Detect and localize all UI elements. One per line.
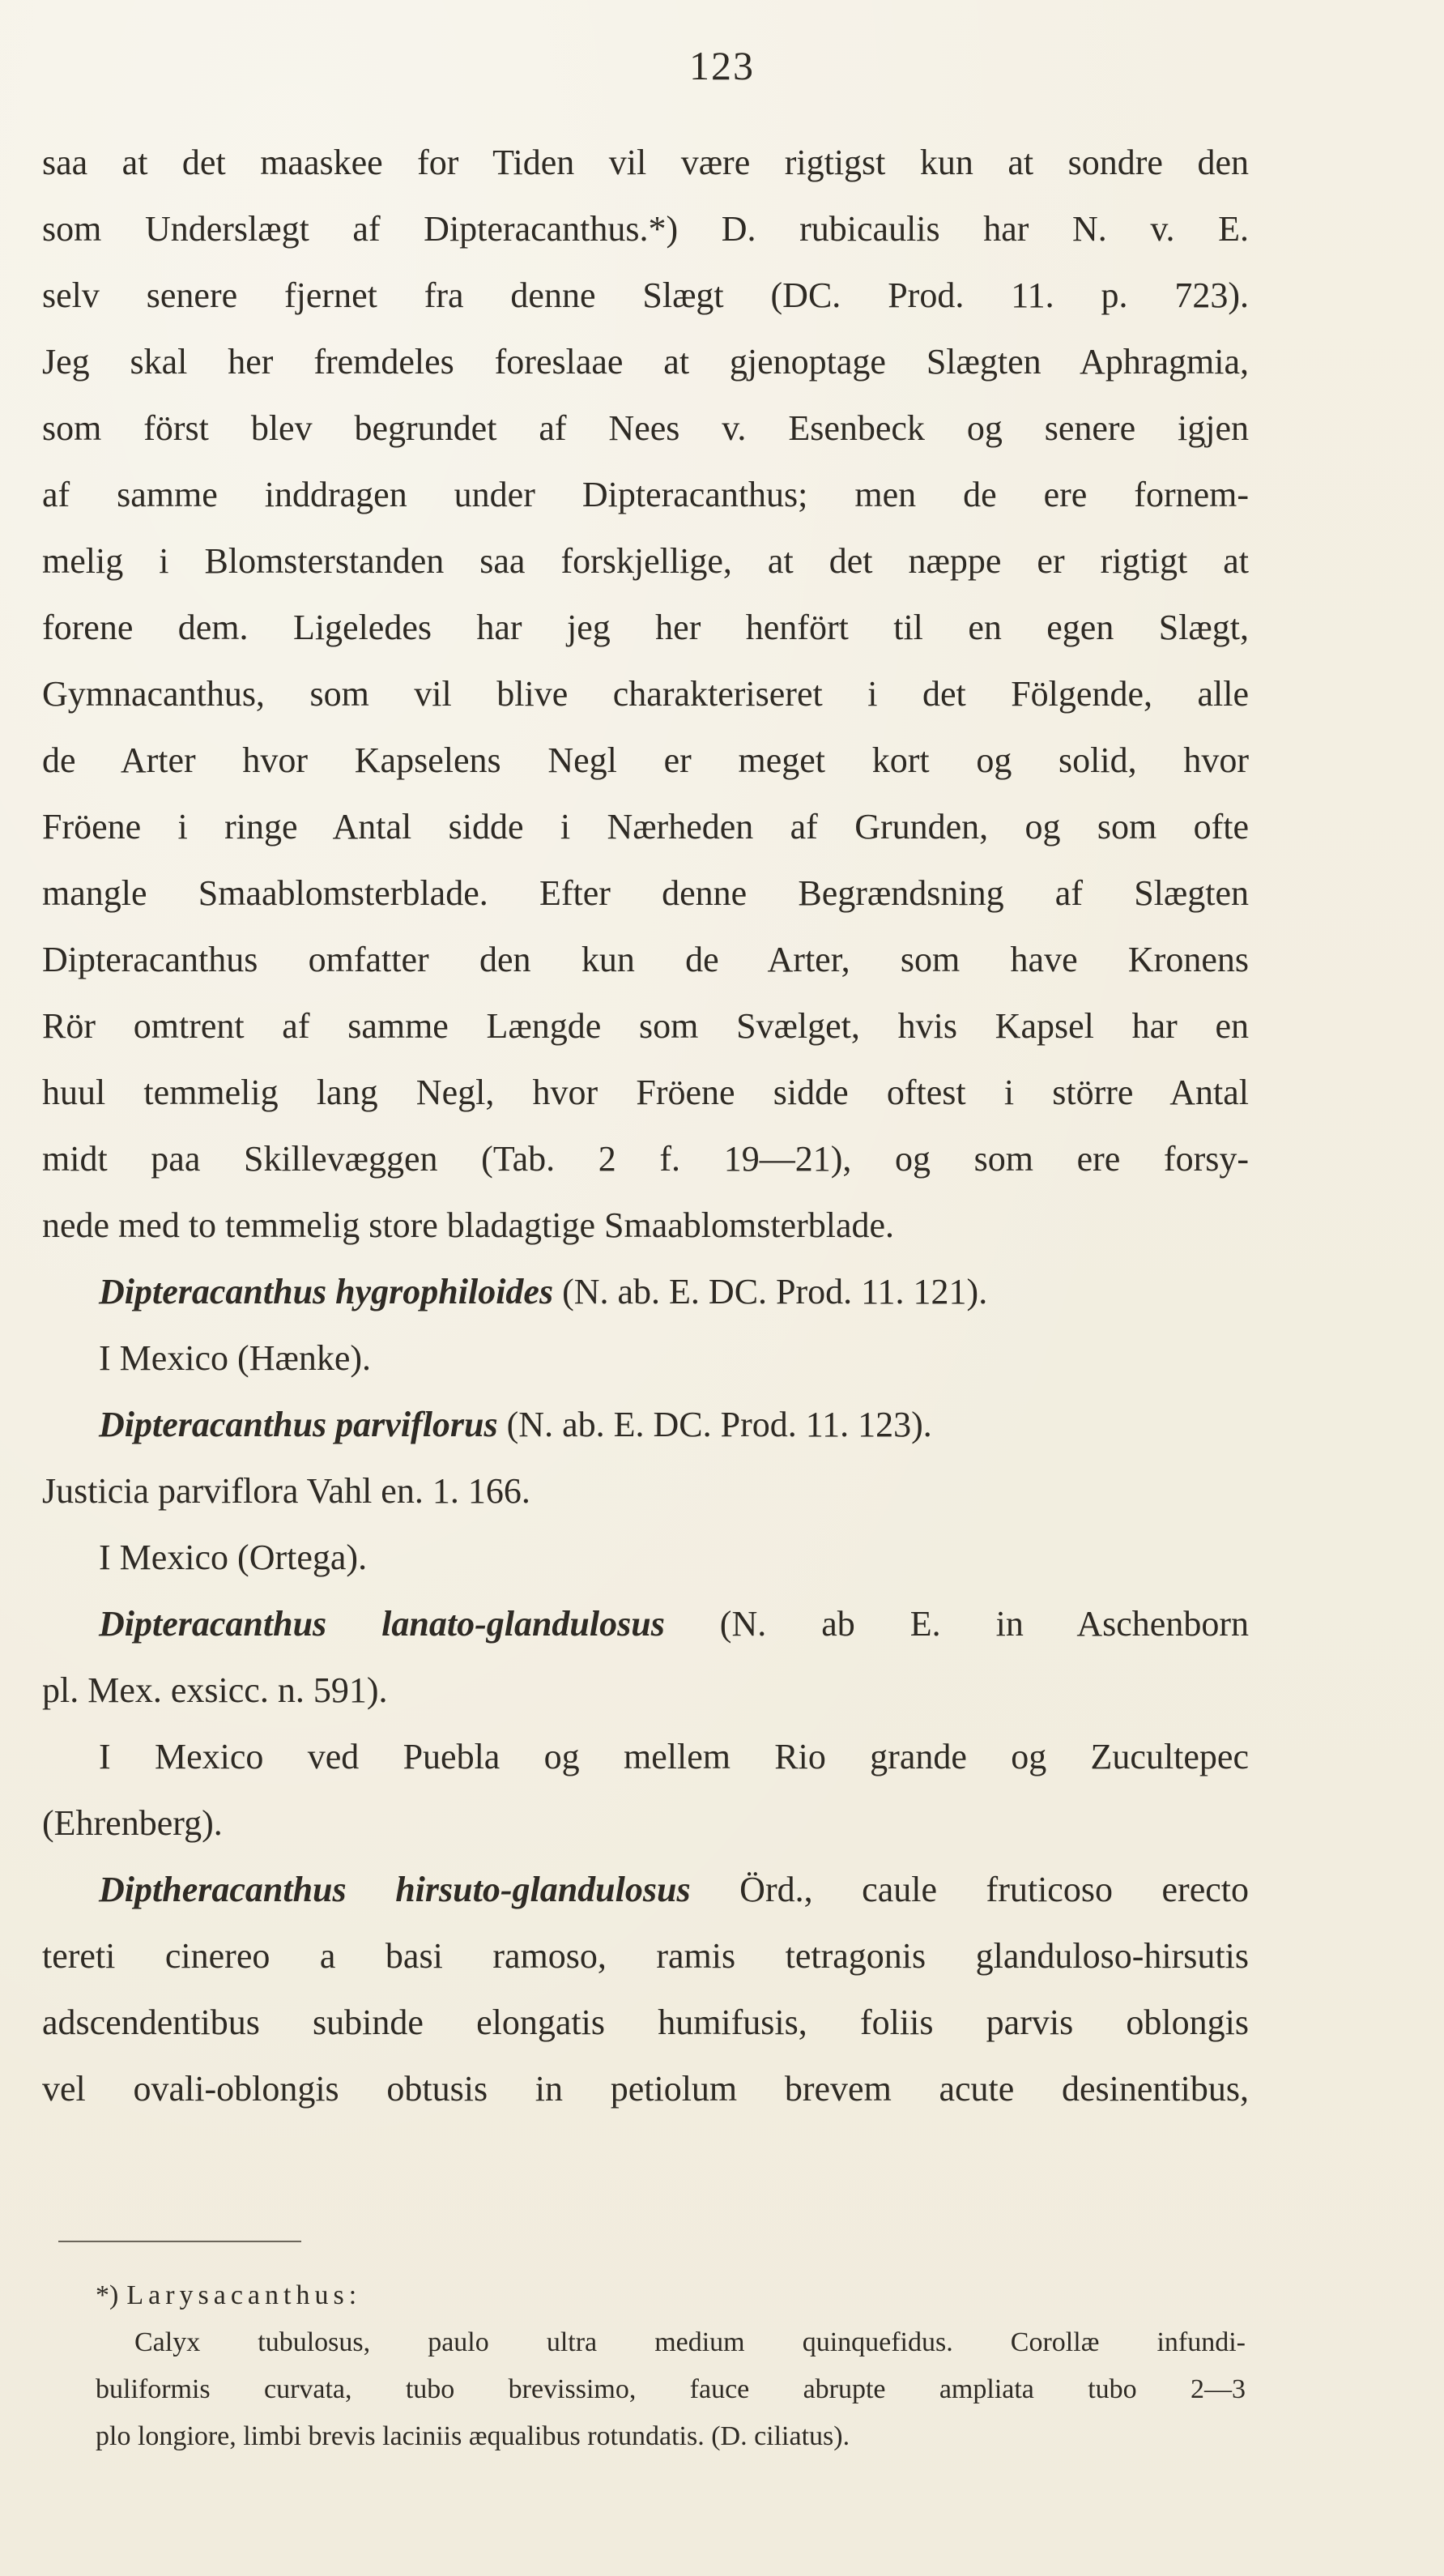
species-citation-continued: pl. Mex. exsicc. n. 591).	[42, 1670, 388, 1710]
species-name: Dipteracanthus lanato-glandulosus	[99, 1604, 665, 1644]
text-line: Jeg skal her fremdeles foreslaae at gjenoptage Slægten Aphragmia,	[42, 342, 1249, 382]
text-line: som Underslægt af Dipteracanthus.*) D. rubicaulis har N. v. E.	[42, 209, 1249, 249]
species-name: Dipteracanthus parviflorus	[99, 1405, 498, 1444]
text-line: selv senere fjernet fra denne Slægt (DC. Prod. 11. p. 723).	[42, 275, 1249, 315]
text-line: Rör omtrent af samme Længde som Svælget, hvis Kapsel har en	[42, 1006, 1249, 1046]
species-locality: I Mexico ved Puebla og mellem Rio grande og Zucultepec	[99, 1737, 1249, 1776]
text-line: Gymnacanthus, som vil blive charakteriseret i det Fölgende, alle	[42, 674, 1249, 714]
footnote-divider	[58, 2241, 301, 2242]
species-entry	[42, 1857, 1249, 2122]
species-description: Örd., caule fruticoso erecto	[690, 1870, 1249, 1909]
footnote	[96, 2272, 1246, 2460]
text-line: forene dem. Ligeledes har jeg her henfört til en egen Slægt,	[42, 608, 1249, 647]
footnote-line: plo longiore, limbi brevis laciniis æqualibus rotundatis. (D. ciliatus).	[96, 2421, 850, 2451]
species-citation: (N. ab. E. DC. Prod. 11. 121).	[553, 1272, 988, 1311]
footnote-line: Calyx tubulosus, paulo ultra medium quinquefidus. Corollæ infundi-	[134, 2327, 1246, 2357]
species-citation: (N. ab E. in Aschenborn	[664, 1604, 1249, 1644]
species-locality: I Mexico (Ortega).	[99, 1537, 368, 1577]
text-line: midt paa Skillevæggen (Tab. 2 f. 19—21), og som ere forsy-	[42, 1139, 1249, 1179]
species-heading	[42, 1591, 1249, 1657]
species-heading	[42, 1857, 1249, 1923]
text-line: huul temmelig lang Negl, hvor Fröene sidde oftest i större Antal	[42, 1073, 1249, 1112]
text-line: af samme inddragen under Dipteracanthus; men de ere fornem-	[42, 475, 1249, 514]
text-line: melig i Blomsterstanden saa forskjellige, at det næppe er rigtigt at	[42, 541, 1249, 581]
species-heading	[42, 1259, 1249, 1325]
species-name: Dipteracanthus hygrophiloides	[99, 1272, 554, 1311]
main-text	[42, 130, 1249, 2122]
species-entry	[42, 1392, 1249, 1591]
species-citation: (N. ab. E. DC. Prod. 11. 123).	[497, 1405, 932, 1444]
footnote-title-line	[96, 2272, 1246, 2319]
footnote-line: buliformis curvata, tubo brevissimo, fauce abrupte ampliata tubo 2—3	[96, 2374, 1246, 2404]
text-line: Fröene i ringe Antal sidde i Nærheden af Grunden, og som ofte	[42, 807, 1249, 847]
species-entry	[42, 1259, 1249, 1392]
text-line: nede med to temmelig store bladagtige Smaablomsterblade.	[42, 1205, 895, 1245]
species-name: Diptheracanthus hirsuto-glandulosus	[99, 1870, 691, 1909]
text-line: som först blev begrundet af Nees v. Esenbeck og senere igjen	[42, 408, 1249, 448]
footnote-title: Larysacanthus:	[126, 2280, 362, 2310]
species-heading	[42, 1392, 1249, 1458]
text-line: de Arter hvor Kapselens Negl er meget kort og solid, hvor	[42, 740, 1249, 780]
species-locality: I Mexico (Hænke).	[99, 1338, 372, 1378]
text-line: mangle Smaablomsterblade. Efter denne Begrændsning af Slægten	[42, 873, 1249, 913]
species-synonym: Justicia parviflora Vahl en. 1. 166.	[42, 1471, 530, 1511]
page-number: 123	[689, 43, 755, 88]
species-locality: (Ehrenberg).	[42, 1803, 223, 1843]
footnote-marker: *)	[96, 2280, 119, 2310]
species-entry	[42, 1591, 1249, 1857]
species-description-line: tereti cinereo a basi ramoso, ramis tetragonis glanduloso-hirsutis	[42, 1936, 1249, 1976]
text-line: Dipteracanthus omfatter den kun de Arter, som have Kronens	[42, 940, 1249, 979]
text-line: saa at det maaskee for Tiden vil være rigtigst kun at sondre den	[42, 143, 1249, 182]
species-description-line: vel ovali-oblongis obtusis in petiolum brevem acute desinentibus,	[42, 2069, 1249, 2109]
species-description-line: adscendentibus subinde elongatis humifusis, foliis parvis oblongis	[42, 2002, 1249, 2042]
